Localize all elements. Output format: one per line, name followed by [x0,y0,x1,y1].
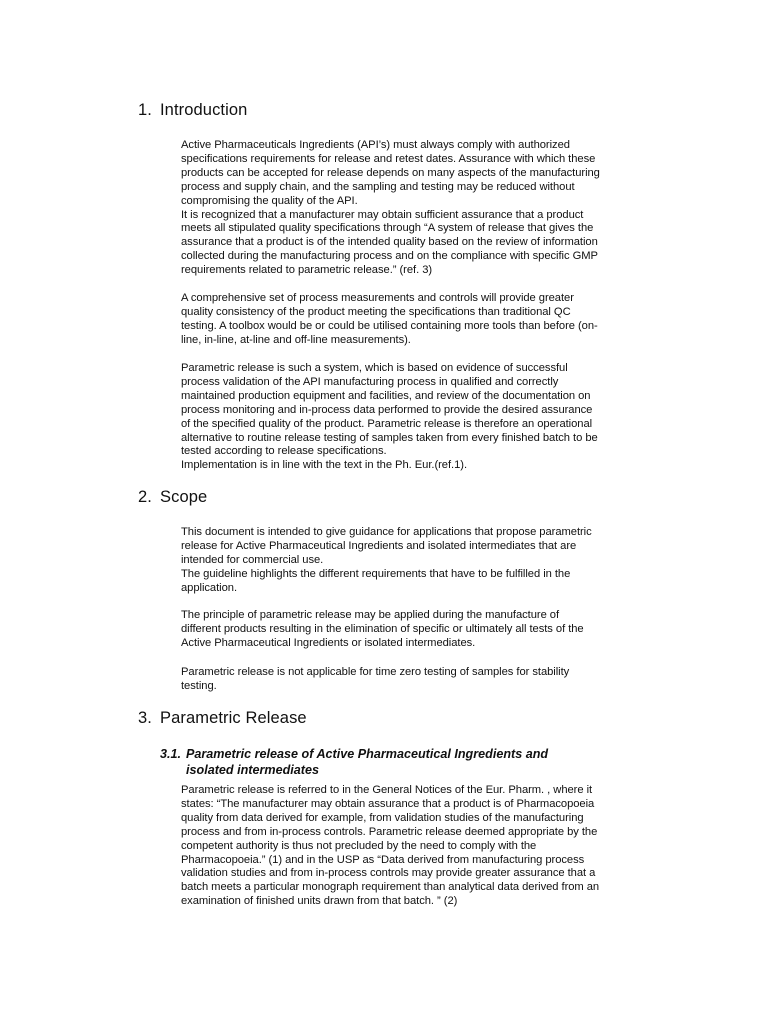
text-line: testing. [181,679,217,692]
introduction-paragraph-1 [181,139,631,278]
text-line: Parametric release is such a system, which is based on evidence of successful [181,362,568,374]
section-title: Introduction [160,101,248,119]
text-line: different products resulting in the elimination of specific or ultimately all tests of the [181,622,584,635]
text-line: validation studies and from in-process controls may provide greater assurance that a [181,867,596,880]
text-line: A comprehensive set of process measurements and controls will provide greater [181,292,574,304]
text-line: The guideline highlights the different requirements that have to be fulfilled in the [181,567,571,580]
text-line: release for Active Pharmaceutical Ingredients and isolated intermediates that are [181,539,577,552]
subsection-number: 3.1. [160,747,182,761]
text-line: examination of finished units drawn from that batch. ” (2) [181,895,458,908]
scope-paragraph-1 [181,526,631,596]
text-line: process and from in-process controls. Parametric release deemed appropriate by the [181,825,598,838]
text-line: tested according to release specifications. [181,445,387,458]
introduction-paragraph-2 [181,292,631,348]
text-line: Active Pharmaceuticals Ingredients (API’s) must always comply with authorized [181,139,570,151]
text-line: testing. A toolbox would be or could be utilised containing more tools than before (on- [181,319,598,332]
section-title: Parametric Release [160,709,307,727]
introduction-paragraph-3 [181,362,631,473]
text-line: process monitoring and in-process data performed to provide the desired assurance [181,403,593,416]
subsection-title-line: Parametric release of Active Pharmaceutical Ingredients and [186,747,549,761]
section-number: 1. [138,101,152,119]
text-line: competent authority is thus not precluded by the need to comply with the [181,839,537,852]
subsection-heading-3-1 [160,746,630,778]
text-line: maintained production equipment and facilities, and review of the documentation on [181,389,591,402]
text-line: assurance that a product is of the intended quality based on the review of information [181,236,598,249]
text-line: It is recognized that a manufacturer may obtain sufficient assurance that a product [181,208,584,221]
text-line: The principle of parametric release may be applied during the manufacture of [181,609,560,621]
text-line: quality consistency of the product meeting the specifications than traditional QC [181,305,571,318]
text-line: quality from data derived for example, from validation studies of the manufacturing [181,811,584,824]
text-line: specifications requirements for release and retest dates. Assurance with which these [181,152,596,165]
text-line: Parametric release is referred to in the General Notices of the Eur. Pharm. , where it [181,784,593,796]
text-line: alternative to routine release testing of samples taken from every finished batch to be [181,431,598,444]
text-line: meets all stipulated quality specifications through “A system of release that gives the [181,222,594,235]
parametric-release-paragraph-1 [181,784,631,909]
section-number: 2. [138,488,152,506]
text-line: application. [181,581,237,594]
text-line: Pharmacopoeia.” (1) and in the USP as “Data derived from manufacturing process [181,853,585,866]
text-line: Parametric release is not applicable for time zero testing of samples for stability [181,666,570,678]
text-line: process and supply chain, and the sampling and testing may be reduced without [181,180,575,193]
text-line: compromising the quality of the API. [181,194,358,207]
text-line: process validation of the API manufacturing process in qualified and correctly [181,375,559,388]
text-line: requirements related to parametric release.” (ref. 3) [181,264,433,277]
text-line: Implementation is in line with the text in the Ph. Eur.(ref.1). [181,459,467,472]
scope-paragraph-2 [181,609,631,651]
section-heading-scope [138,488,207,507]
text-line: intended for commercial use. [181,553,324,566]
subsection-title-line: isolated intermediates [186,763,319,777]
section-number: 3. [138,709,152,727]
text-line: line, in-line, at-line and off-line measurements). [181,333,411,346]
section-title: Scope [160,488,208,506]
section-heading-parametric-release [138,709,307,728]
scope-paragraph-3 [181,666,631,694]
text-line: Active Pharmaceutical Ingredients or isolated intermediates. [181,636,476,649]
text-line: states: “The manufacturer may obtain assurance that a product is of Pharmacopoeia [181,797,595,810]
section-heading-introduction [138,101,247,120]
text-line: products can be accepted for release depends on many aspects of the manufacturing [181,166,600,179]
text-line: of the specified quality of the product. Parametric release is therefore an operational [181,417,593,430]
text-line: This document is intended to give guidance for applications that propose parametric [181,526,592,538]
text-line: collected during the manufacturing process and on the compliance with specific GMP [181,250,598,263]
text-line: batch meets a particular monograph requirement than analytical data derived from an [181,881,600,894]
